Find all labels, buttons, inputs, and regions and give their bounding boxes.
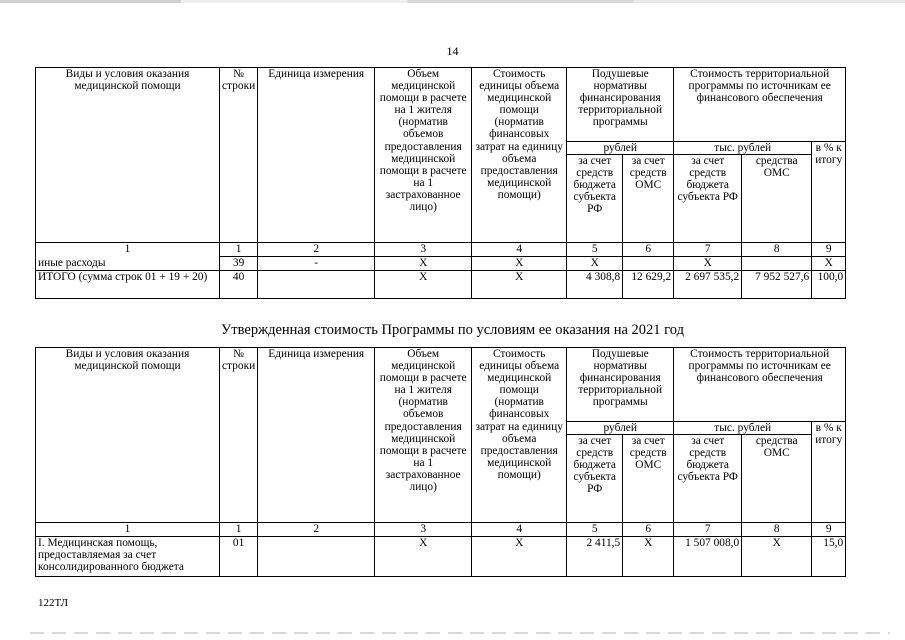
column-number-cell: 1 xyxy=(36,523,220,537)
row-unit xyxy=(258,537,375,577)
row-volume: Х xyxy=(375,537,472,577)
header-oms-funds: средства ОМС xyxy=(742,435,812,523)
column-number-cell: 4 xyxy=(472,523,567,537)
column-number-cell: 1 xyxy=(220,243,258,257)
header-thousand-rubles: тыс. рублей xyxy=(674,142,812,155)
row-percent: 100,0 xyxy=(812,271,846,299)
column-number-cell: 4 xyxy=(472,243,567,257)
row-budget-rf-thousand: 2 697 535,2 xyxy=(674,271,742,299)
table-1 xyxy=(35,67,846,299)
row-number: 01 xyxy=(220,537,258,577)
footer-code: 122ТЛ xyxy=(38,597,69,609)
header-volume: Объем медицинской помощи в расчете на 1 жителя (норматив объемов предоставления медицинской помощи в расчете на 1 застрахованное лицо) xyxy=(375,348,472,523)
column-number-row xyxy=(36,243,846,257)
row-unit: - xyxy=(258,257,375,271)
header-oms: за счет средств ОМС xyxy=(623,155,674,243)
column-number-cell: 6 xyxy=(623,523,674,537)
row-oms xyxy=(623,257,674,271)
column-number-cell: 3 xyxy=(375,243,472,257)
row-cost: Х xyxy=(472,537,567,577)
row-budget-rf: 4 308,8 xyxy=(567,271,623,299)
row-number: 39 xyxy=(220,257,258,271)
section-title: Утвержденная стоимость Программы по условиям ее оказания на 2021 год xyxy=(221,322,684,338)
header-kind: Виды и условия оказания медицинской помощи xyxy=(36,348,220,523)
column-number-cell: 7 xyxy=(674,243,742,257)
header-volume: Объем медицинской помощи в расчете на 1 жителя (норматив объемов предоставления медицинской помощи в расчете на 1 застрахованное лицо) xyxy=(375,68,472,243)
column-number-cell: 1 xyxy=(220,523,258,537)
row-cost: Х xyxy=(472,257,567,271)
column-number-cell: 5 xyxy=(567,523,623,537)
row-budget-rf: Х xyxy=(567,257,623,271)
row-number: 40 xyxy=(220,271,258,299)
column-number-cell: 3 xyxy=(375,523,472,537)
header-per-capita: Подушевые нормативы финансирования территориальной программы xyxy=(567,348,674,422)
header-cost: Стоимость единицы объема медицинской помощи (норматив финансовых затрат на единицу объема предоставления медицинской помощи) xyxy=(472,68,567,243)
header-unit: Единица измерения xyxy=(258,348,375,523)
header-budget-rf: за счет средств бюджета субъекта РФ xyxy=(567,155,623,243)
header-percent: в % к итогу xyxy=(812,142,846,243)
row-percent: Х xyxy=(812,257,846,271)
column-number-cell: 8 xyxy=(742,523,812,537)
row-cost: Х xyxy=(472,271,567,299)
row-oms-funds: Х xyxy=(742,537,812,577)
header-row-no: № строки xyxy=(220,68,258,243)
header-thousand-rubles: тыс. рублей xyxy=(674,422,812,435)
header-unit: Единица измерения xyxy=(258,68,375,243)
column-number-cell: 6 xyxy=(623,243,674,257)
header-kind: Виды и условия оказания медицинской помощи xyxy=(36,68,220,243)
column-number-cell: 5 xyxy=(567,243,623,257)
row-percent: 15,0 xyxy=(812,537,846,577)
header-budget-rf: за счет средств бюджета субъекта РФ xyxy=(567,435,623,523)
header-program-cost: Стоимость территориальной программы по источникам ее финансового обеспечения xyxy=(674,68,846,142)
row-volume: Х xyxy=(375,257,472,271)
column-number-cell: 1 xyxy=(36,243,220,257)
column-number-cell: 7 xyxy=(674,523,742,537)
row-unit xyxy=(258,271,375,299)
row-budget-rf-thousand: 1 507 008,0 xyxy=(674,537,742,577)
row-budget-rf-thousand: Х xyxy=(674,257,742,271)
header-budget-rf-thousand: за счет средств бюджета субъекта РФ xyxy=(674,155,742,243)
row-oms: Х xyxy=(623,537,674,577)
header-rubles: рублей xyxy=(567,142,674,155)
column-number-cell: 9 xyxy=(812,243,846,257)
table-row xyxy=(36,257,846,271)
header-program-cost: Стоимость территориальной программы по источникам ее финансового обеспечения xyxy=(674,348,846,422)
row-oms-funds xyxy=(742,257,812,271)
header-cost: Стоимость единицы объема медицинской помощи (норматив финансовых затрат на единицу объема предоставления медицинской помощи) xyxy=(472,348,567,523)
row-budget-rf: 2 411,5 xyxy=(567,537,623,577)
column-number-cell: 2 xyxy=(258,523,375,537)
header-rubles: рублей xyxy=(567,422,674,435)
row-volume: Х xyxy=(375,271,472,299)
column-number-cell: 9 xyxy=(812,523,846,537)
page-number: 14 xyxy=(446,44,459,58)
scan-edge-bottom xyxy=(30,632,890,634)
table-2 xyxy=(35,347,846,577)
row-label: ИТОГО (сумма строк 01 + 19 + 20) xyxy=(36,271,220,299)
row-oms-funds: 7 952 527,6 xyxy=(742,271,812,299)
column-number-row xyxy=(36,523,846,537)
header-per-capita: Подушевые нормативы финансирования территориальной программы xyxy=(567,68,674,142)
table-row xyxy=(36,537,846,577)
column-number-cell: 8 xyxy=(742,243,812,257)
header-row-no: № строки xyxy=(220,348,258,523)
header-percent: в % к итогу xyxy=(812,422,846,523)
table-row xyxy=(36,271,846,299)
header-oms: за счет средств ОМС xyxy=(623,435,674,523)
row-oms: 12 629,2 xyxy=(623,271,674,299)
header-oms-funds: средства ОМС xyxy=(742,155,812,243)
scan-edge-top xyxy=(0,0,905,3)
header-budget-rf-thousand: за счет средств бюджета субъекта РФ xyxy=(674,435,742,523)
row-label: иные расходы xyxy=(36,257,220,271)
row-label: I. Медицинская помощь, предоставляемая за счет консолидированного бюджета xyxy=(36,537,220,577)
column-number-cell: 2 xyxy=(258,243,375,257)
